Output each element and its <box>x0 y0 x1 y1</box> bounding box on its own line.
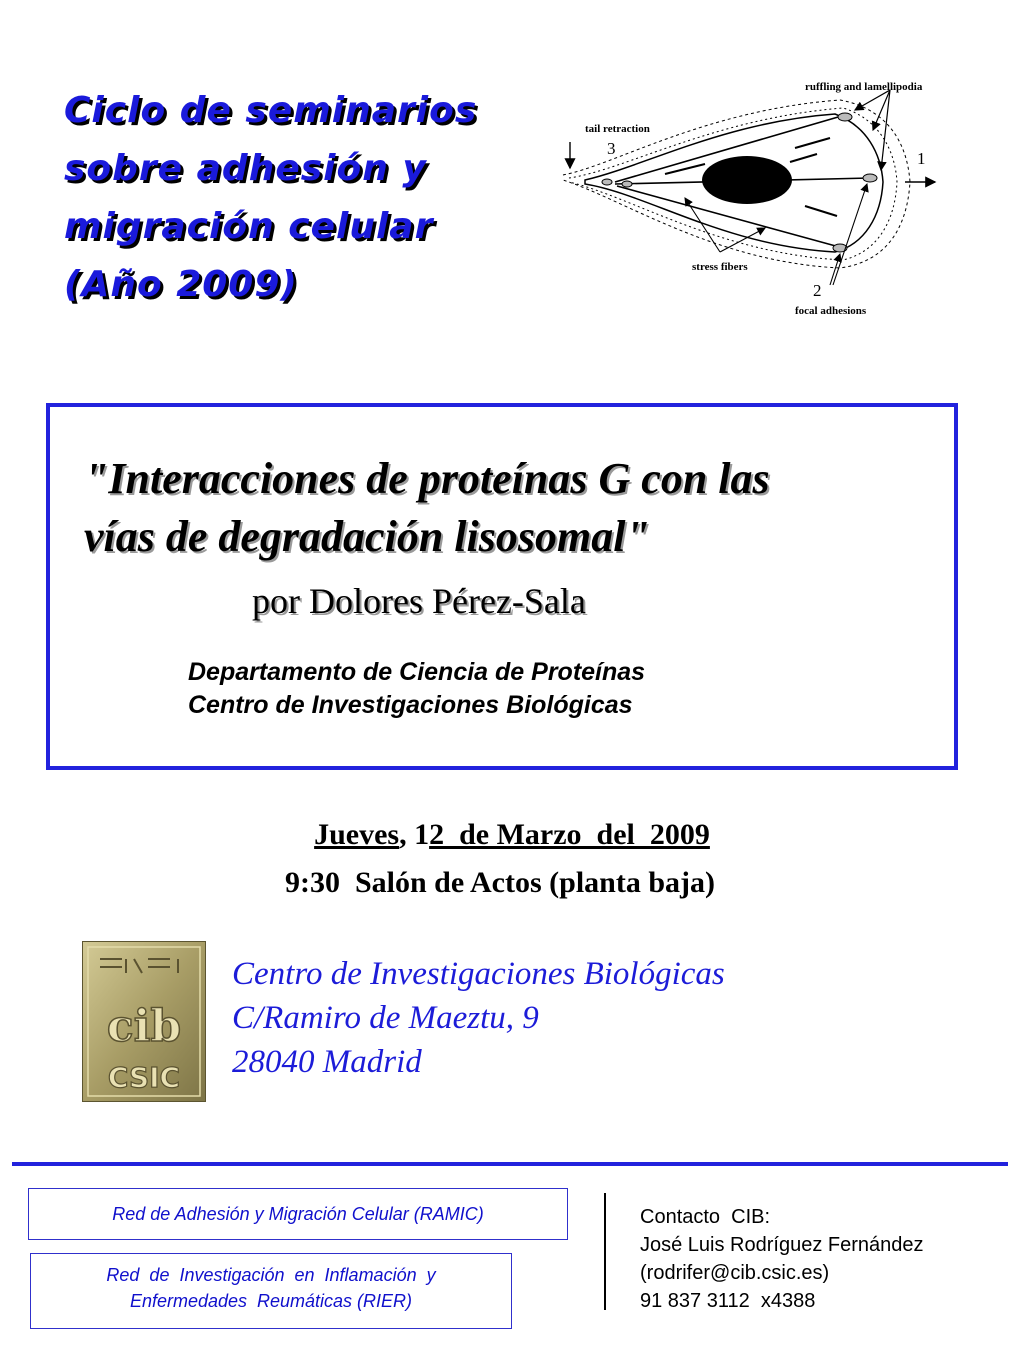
network-rier <box>30 1253 512 1329</box>
label-tail-retraction: tail retraction <box>585 123 650 135</box>
address-line: C/Ramiro de Maeztu, 9 <box>232 1000 539 1036</box>
date: 2 de Marzo del 2009 <box>429 818 710 851</box>
series-title-line: (Año 2009) <box>64 264 298 305</box>
address-line: 28040 Madrid <box>232 1044 422 1080</box>
series-title <box>64 82 524 314</box>
stress-fiber <box>795 138 830 148</box>
date-sep: , 1 <box>399 818 430 851</box>
network-ramic: Red de Adhesión y Migración Celular (RAMIC) <box>28 1188 568 1240</box>
series-title-line: migración celular <box>64 206 434 247</box>
contact-info <box>640 1203 924 1315</box>
arrow-focal <box>833 184 867 285</box>
talk-title-line: vías de degradación lisosomal" <box>84 512 650 561</box>
talk-title <box>84 450 944 566</box>
contact-email: (rodrifer@cib.csic.es) <box>640 1262 830 1284</box>
affiliation-line: Departamento de Ciencia de Proteínas <box>188 658 646 686</box>
horizontal-divider <box>12 1162 1008 1166</box>
network-rier-line: Red de Investigación en Inflamación y <box>106 1265 436 1285</box>
contact-line: Contacto CIB: <box>640 1206 771 1228</box>
focal-adhesion <box>863 174 877 182</box>
contact-phone: 91 837 3112 x4388 <box>640 1290 816 1312</box>
cell-migration-diagram <box>555 70 975 330</box>
focal-adhesion <box>838 113 852 121</box>
day: Jueves <box>314 818 400 851</box>
date-line <box>0 818 1024 852</box>
affiliation <box>188 656 645 722</box>
stress-fiber <box>790 154 817 162</box>
label-step-3: 3 <box>607 139 616 158</box>
label-ruffling: ruffling and lamellipodia <box>805 81 923 93</box>
csic-logo <box>82 941 206 1102</box>
talk-title-line: "Interacciones de proteínas G con las <box>84 454 770 503</box>
time-place: 9:30 Salón de Actos (planta baja) <box>284 866 716 899</box>
arrow-ruffling <box>855 90 890 110</box>
focal-adhesion <box>622 181 632 187</box>
vertical-divider <box>604 1193 606 1310</box>
address-line: Centro de Investigaciones Biológicas <box>232 956 725 992</box>
label-stress-fibers: stress fibers <box>692 261 748 273</box>
venue-address <box>232 952 725 1084</box>
contact-line: José Luis Rodríguez Fernández <box>640 1234 924 1256</box>
speaker: por Dolores Pérez-Sala <box>252 581 586 621</box>
logo-text: CSIC <box>107 1061 181 1094</box>
focal-adhesion <box>602 179 612 185</box>
affiliation-line: Centro de Investigaciones Biológicas <box>188 691 633 719</box>
series-title-line: sobre adhesión y <box>64 148 427 189</box>
network-rier-line: Enfermedades Reumáticas (RIER) <box>129 1291 413 1311</box>
series-title-line: Ciclo de seminarios <box>64 90 478 131</box>
label-focal-adhesions: focal adhesions <box>795 305 867 317</box>
label-step-2: 2 <box>813 281 822 300</box>
arrow-stress-fibers <box>685 198 720 252</box>
stress-fiber <box>805 206 837 216</box>
label-step-1: 1 <box>917 149 926 168</box>
logo-mark: cib <box>106 1001 182 1052</box>
